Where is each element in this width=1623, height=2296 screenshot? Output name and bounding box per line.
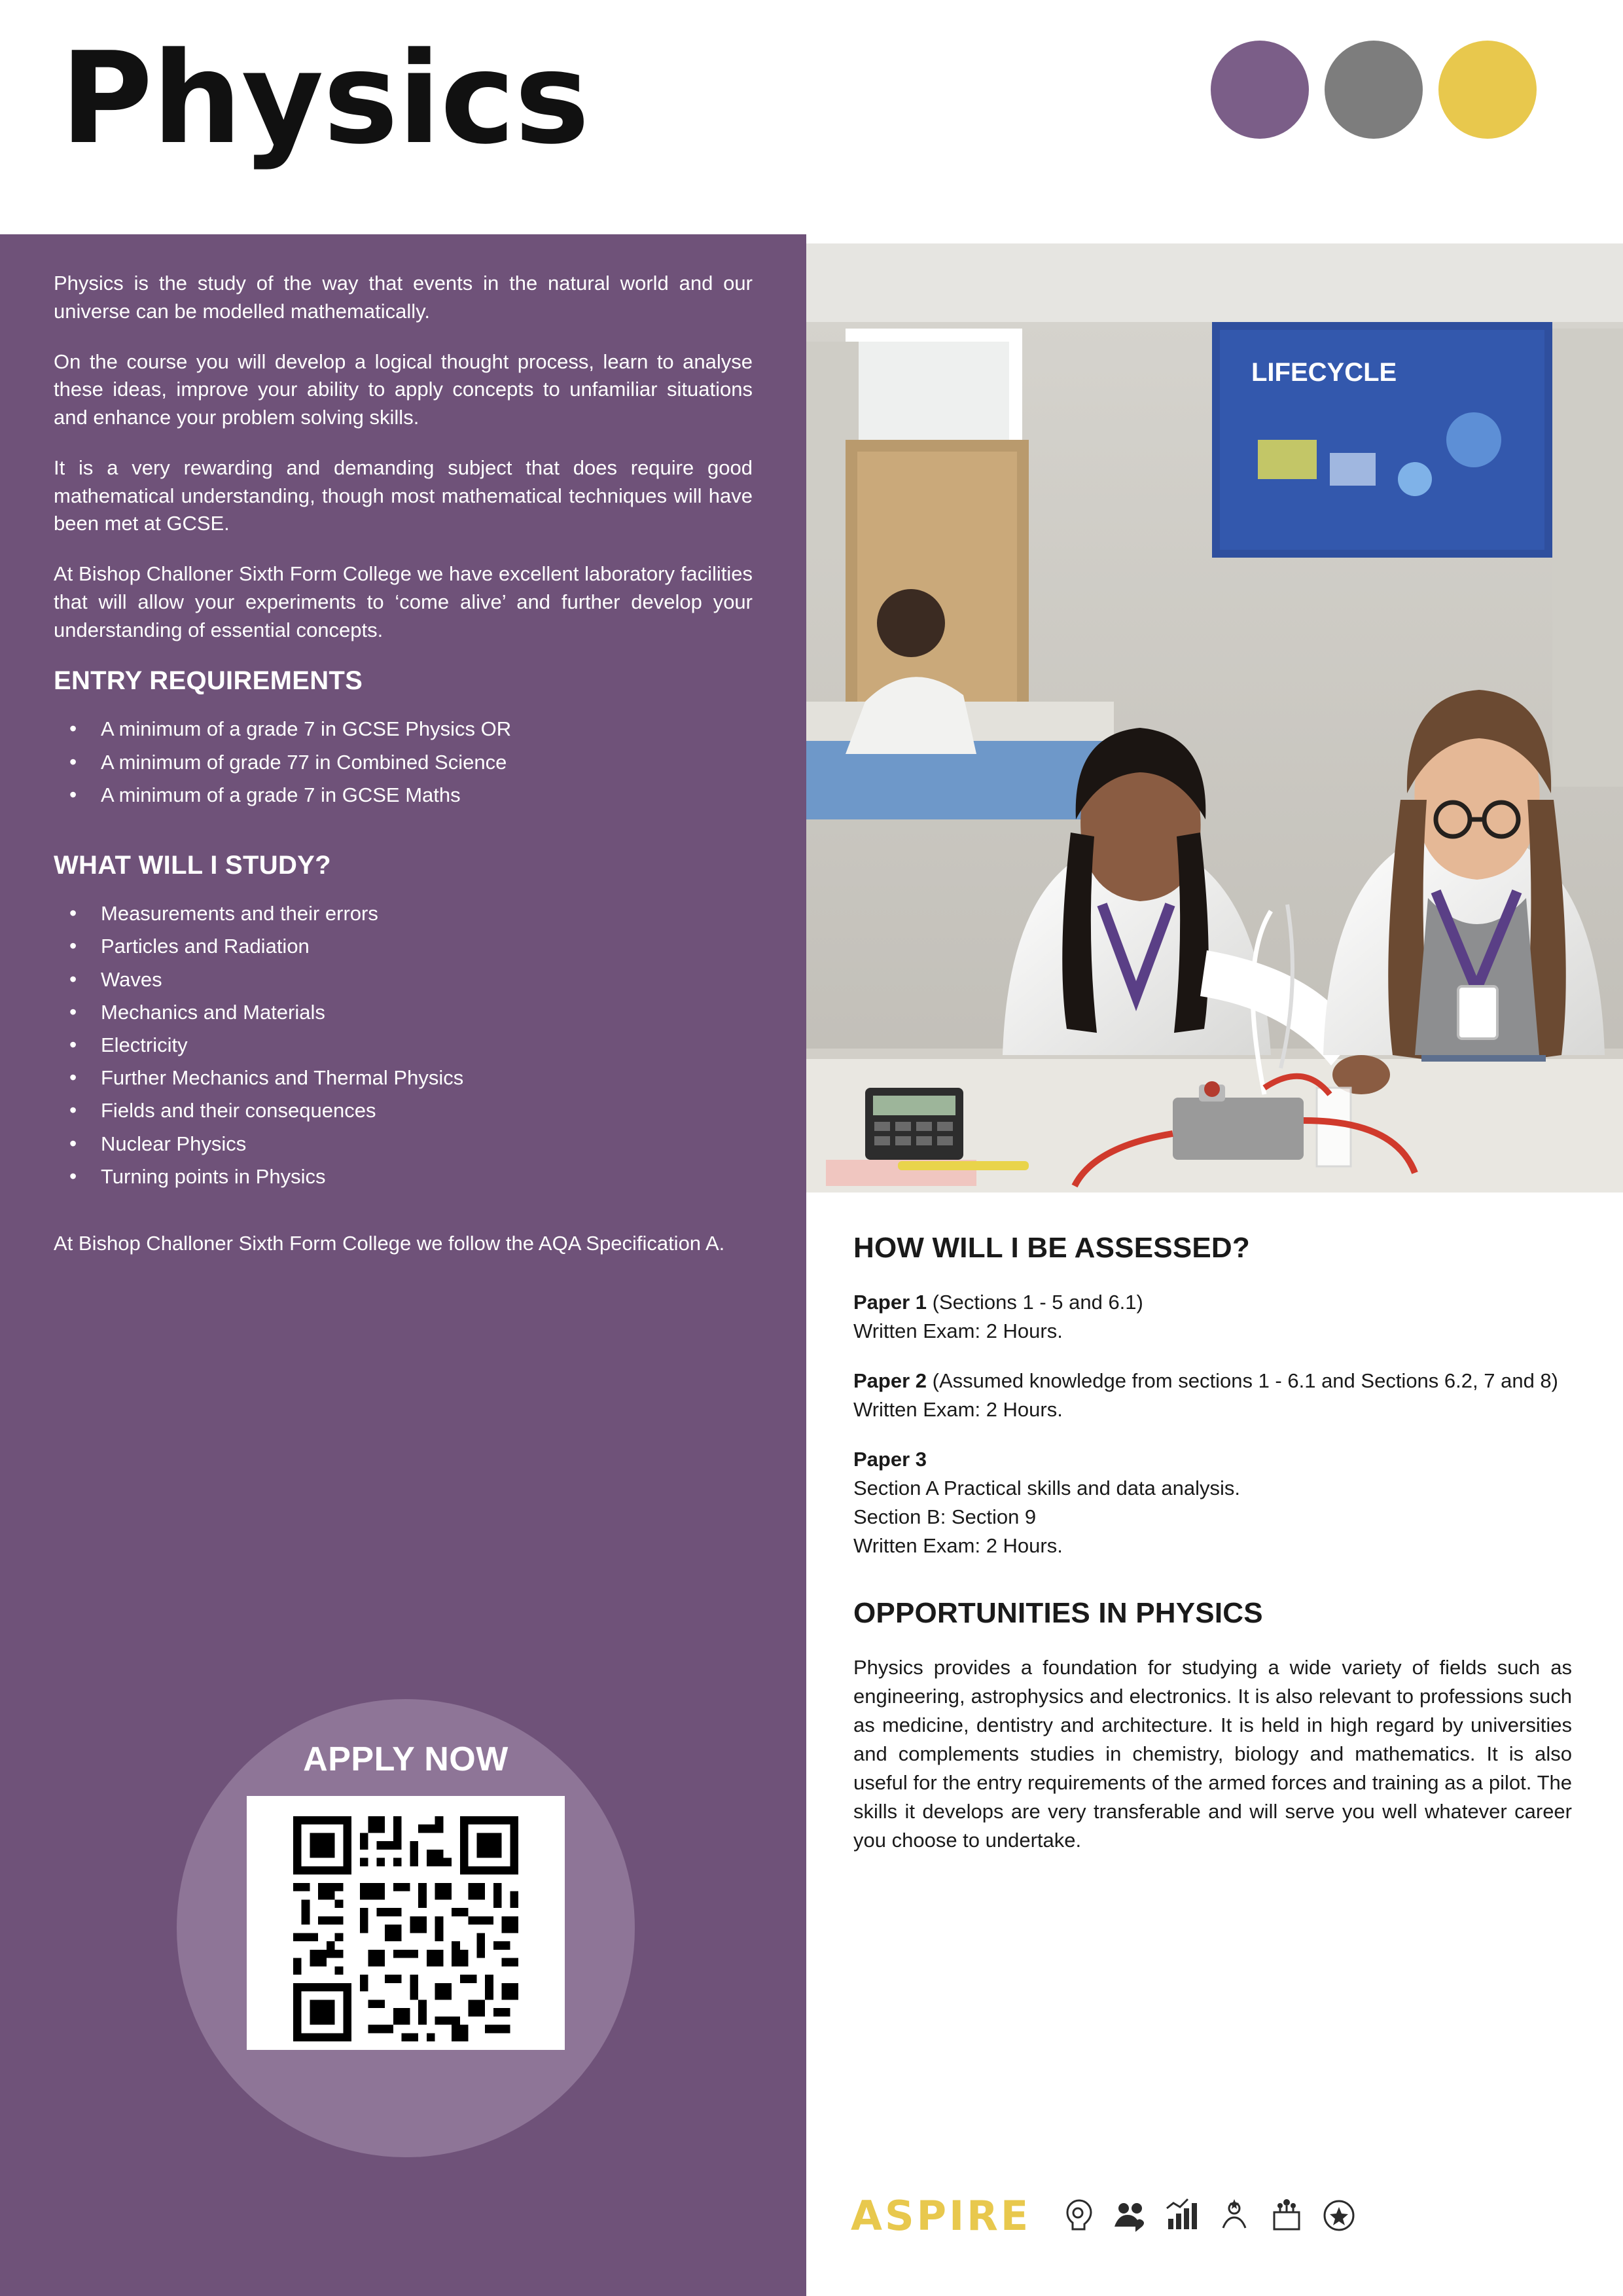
bar-chart-growth-icon <box>1163 2197 1201 2234</box>
specification-note: At Bishop Challoner Sixth Form College we follow the AQA Specification A. <box>54 1232 725 1255</box>
qr-code[interactable] <box>247 1796 565 2050</box>
list-item: • Waves <box>54 963 753 996</box>
paper-3-block <box>853 1445 1572 1560</box>
paper-1-block <box>853 1288 1572 1346</box>
list-item: • Nuclear Physics <box>54 1128 753 1160</box>
intro-paragraph-1: Physics is the study of the way that events in the natural world and our universe can be modelled mathematically. <box>54 272 753 323</box>
list-item: • Measurements and their errors <box>54 897 753 930</box>
list-item: • A minimum of a grade 7 in GCSE Maths <box>54 779 753 812</box>
paper-3-section-b: Section B: Section 9 <box>853 1505 1037 1529</box>
classroom-photo <box>806 243 1623 1193</box>
aspire-icon-row <box>1058 2197 1358 2234</box>
entry-requirements-heading: ENTRY REQUIREMENTS <box>54 666 363 696</box>
entry-requirements-list <box>54 713 753 812</box>
page-title: Physics <box>60 25 589 172</box>
decorative-dots <box>1211 41 1537 139</box>
box-ideas-icon <box>1268 2197 1306 2234</box>
list-item: • Turning points in Physics <box>54 1160 753 1193</box>
right-content-column <box>806 1193 1623 2296</box>
person-star-icon <box>1215 2197 1253 2234</box>
apply-now-panel[interactable] <box>177 1699 635 2157</box>
list-item: • A minimum of grade 77 in Combined Science <box>54 746 753 779</box>
list-item: • Fields and their consequences <box>54 1094 753 1127</box>
paper-1-detail: (Sections 1 - 5 and 6.1) <box>927 1291 1143 1314</box>
assessment-heading: HOW WILL I BE ASSESSED? <box>853 1232 1250 1264</box>
list-item: • Particles and Radiation <box>54 930 753 963</box>
dot-grey-icon <box>1325 41 1423 139</box>
head-idea-icon <box>1058 2197 1096 2234</box>
intro-paragraph-4: At Bishop Challoner Sixth Form College we have excellent laboratory facilities that will allow your experiments to ‘come alive’ and further develop your understanding of essential concepts. <box>54 562 753 641</box>
apply-now-label: APPLY NOW <box>303 1740 508 1778</box>
intro-paragraph-3: It is a very rewarding and demanding subject that does require good mathematical understanding, though most mathematical techniques will have been met at GCSE. <box>54 456 753 535</box>
star-badge-icon <box>1320 2197 1358 2234</box>
poster-header <box>0 0 1623 234</box>
dot-purple-icon <box>1211 41 1309 139</box>
list-item: • Electricity <box>54 1029 753 1062</box>
aspire-footer <box>851 2179 1584 2251</box>
intro-paragraph-2: On the course you will develop a logical thought process, learn to analyse these ideas, improve your ability to apply concepts to unfamiliar situations and enhance your problem solving skills. <box>54 350 753 429</box>
dot-yellow-icon <box>1438 41 1537 139</box>
svg-text:LIFECYCLE: LIFECYCLE <box>1251 358 1397 387</box>
paper-1-label: Paper 1 <box>853 1291 927 1314</box>
what-will-i-study-heading: WHAT WILL I STUDY? <box>54 851 331 880</box>
paper-2-detail: (Assumed knowledge from sections 1 - 6.1 and Sections 6.2, 7 and 8) <box>927 1369 1558 1393</box>
people-heart-icon <box>1111 2197 1149 2234</box>
paper-3-label: Paper 3 <box>853 1448 927 1471</box>
list-item: • Mechanics and Materials <box>54 996 753 1029</box>
paper-2-label: Paper 2 <box>853 1369 927 1393</box>
list-item: • Further Mechanics and Thermal Physics <box>54 1062 753 1094</box>
study-topics-list <box>54 897 753 1193</box>
opportunities-heading: OPPORTUNITIES IN PHYSICS <box>853 1597 1263 1630</box>
paper-2-exam: Written Exam: 2 Hours. <box>853 1398 1063 1422</box>
aspire-wordmark: ASPIRE <box>851 2191 1031 2240</box>
opportunities-text: Physics provides a foundation for studying a wide variety of fields such as engineering, astrophysics and electronics. It is also relevant to professions such as medicine, dentistry and architecture. It is held in high regard by universities and complements studies in chemistry, biology and mathematics. It is also useful for the entry requirements of the armed forces and training as a pilot. The skills it develops are very transferable and will serve you well whatever career you choose to undertake. <box>853 1656 1572 1852</box>
list-item: • A minimum of a grade 7 in GCSE Physics OR <box>54 713 753 745</box>
paper-3-exam: Written Exam: 2 Hours. <box>853 1534 1063 1558</box>
paper-2-block <box>853 1367 1572 1424</box>
paper-1-exam: Written Exam: 2 Hours. <box>853 1319 1063 1343</box>
paper-3-section-a: Section A Practical skills and data analysis. <box>853 1477 1241 1500</box>
